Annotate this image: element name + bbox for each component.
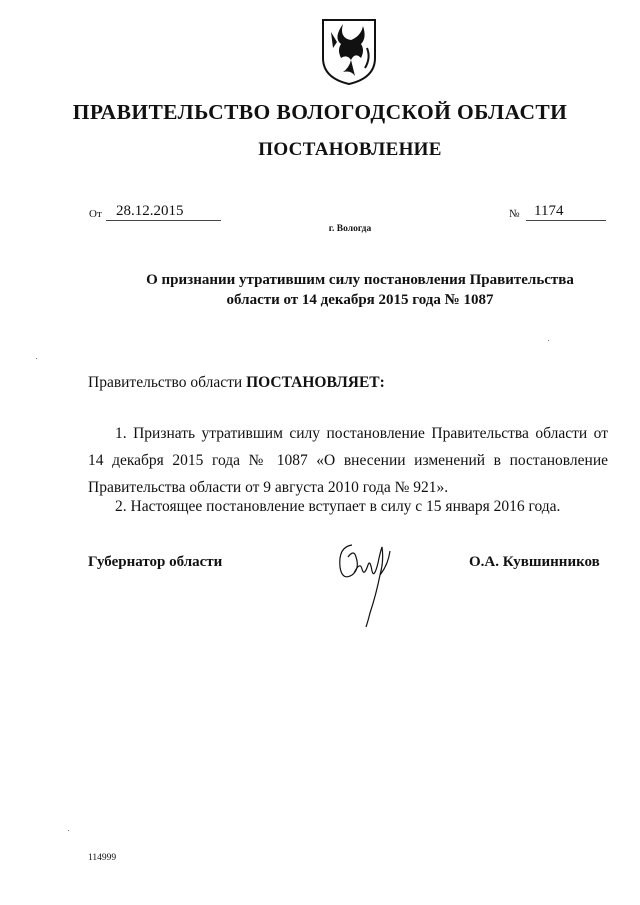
document-subject: О признании утратившим силу постановления Правительства области от 14 декабря 2015 года № 1087 [146,272,574,308]
city: г. Вологда [328,224,372,234]
coat-of-arms-icon [321,18,377,86]
document-type: ПОСТАНОВЛЕНИЕ [258,139,442,160]
document-date: 28.12.2015 [106,203,221,221]
resolution-item-2: 2. Настоящее постановление вступает в силу с 15 января 2016 года. [115,498,561,515]
handwritten-signature-icon [330,535,400,630]
number-prefix: № [509,208,520,220]
scan-speck [68,830,69,831]
resolution-item-1: 1. Признать утратившим силу постановление Правительства области от 14 декабря 2015 года № 1087 «О внесении изменений в постановление Правительства области от 9 августа 2010 года № 921». [88,425,608,496]
scan-speck [36,358,37,359]
signatory-role: Губернатор области [88,554,223,570]
signatory-name: О.А. Кувшинников [469,554,600,570]
government-title: ПРАВИТЕЛЬСТВО ВОЛОГОДСКОЙ ОБЛАСТИ [72,100,568,124]
document-id: 114999 [88,853,117,863]
resolution-intro [88,374,385,392]
document-number: 1174 [526,203,606,221]
date-prefix: От [89,208,102,220]
intro-text: Правительство области [88,374,247,391]
intro-verb: ПОСТАНОВЛЯЕТ: [246,374,385,391]
scan-speck [548,340,549,341]
